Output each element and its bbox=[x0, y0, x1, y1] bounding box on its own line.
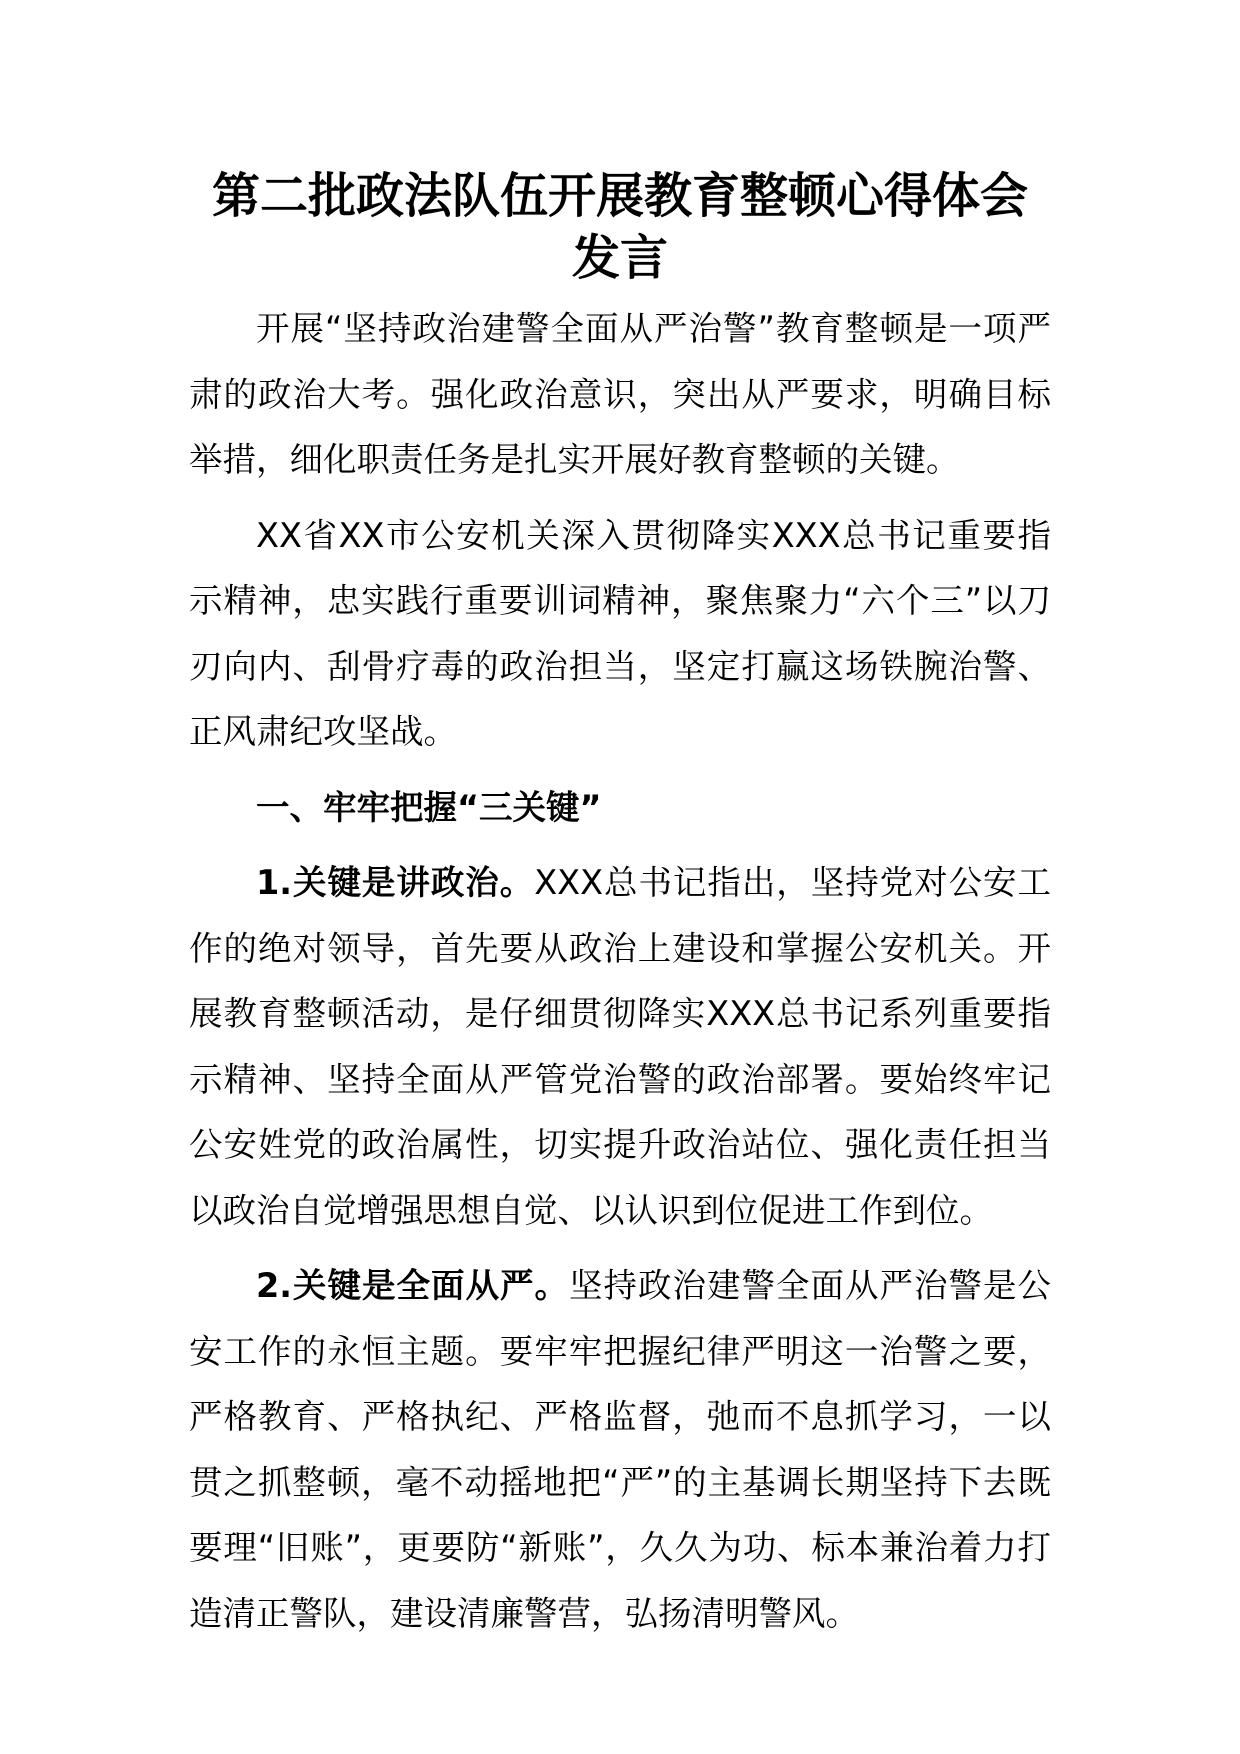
paragraph-intro bbox=[189, 296, 1051, 493]
section-heading-text: 一、牢牢把握“三关键” bbox=[256, 787, 602, 827]
document-body bbox=[189, 296, 1051, 1646]
paragraph-lead: 1.关键是讲政治。 bbox=[256, 863, 535, 902]
paragraph-text: 坚持政治建警全面从严治警是公安工作的永恒主题。要牢牢把握纪律严明这一治警之要，严格教育、严格执纪、严格监督，弛而不息抓学习，一以贯之抓整顿，毫不动摇地把“严”的主基调长期坚持下去既要理“旧账”，更要防“新账”，久久为功、标本兼治着力打造清正警队，建设清廉警营，弘扬清明警风。 bbox=[189, 1266, 1052, 1633]
paragraph-text: XXX总书记指出，坚持党对公安工作的绝对领导，首先要从政治上建设和掌握公安机关。开展教育整顿活动，是仔细贯彻降实XXX总书记系列重要指示精神、坚持全面从严管党治警的政治部署。要始终牢记公安姓党的政治属性，切实提升政治站位、强化责任担当以政治自觉增强思想自觉、以认识到位促进工作到位。 bbox=[189, 863, 1051, 1230]
paragraph-key-1 bbox=[189, 850, 1051, 1243]
section-heading bbox=[189, 775, 1051, 841]
paragraph-lead: 2.关键是全面从严。 bbox=[256, 1266, 570, 1305]
paragraph-text: 开展“坚持政治建警全面从严治警”教育整顿是一项严肃的政治大考。强化政治意识，突出从严要求，明确目标举措，细化职责任务是扎实开展好教育整顿的关键。 bbox=[189, 309, 1051, 479]
paragraph-background bbox=[189, 503, 1051, 765]
document-title: 第二批政法队伍开展教育整顿心得体会发言 bbox=[211, 168, 1028, 286]
paragraph-key-2 bbox=[189, 1253, 1051, 1646]
paragraph-text: XX省XX市公安机关深入贯彻降实XXX总书记重要指示精神，忠实践行重要训词精神，聚焦聚力“六个三”以刀刃向内、刮骨疗毒的政治担当，坚定打赢这场铁腕治警、正风肃纪攻坚战。 bbox=[189, 515, 1051, 751]
